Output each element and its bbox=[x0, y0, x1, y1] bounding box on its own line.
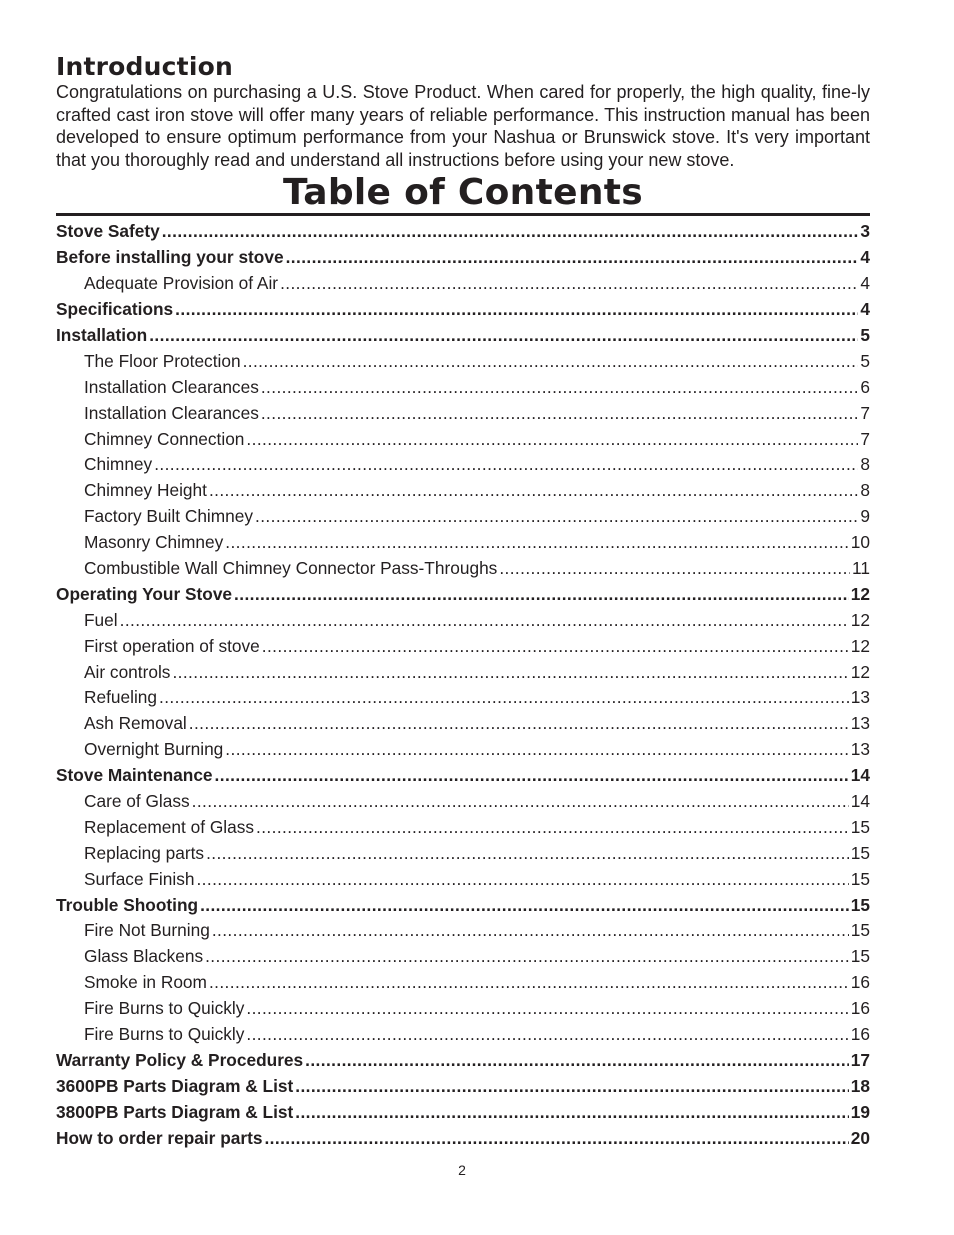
toc-section-entry[interactable] bbox=[56, 323, 870, 349]
introduction-paragraph: Congratulations on purchasing a U.S. Stove Product. When cared for properly, the high quality, fine-ly crafted cast iron stove will offer many years of reliable performance. This instruction manual has been developed to ensure optimum performance from your Nashua or Brunswick stove. It's very important that you thoroughly read and understand all instructions before using your new stove. bbox=[56, 82, 870, 170]
dot-leader bbox=[264, 1126, 848, 1152]
dot-leader bbox=[305, 1048, 849, 1074]
toc-entry-label: Care of Glass bbox=[84, 790, 190, 811]
dot-leader bbox=[295, 1074, 849, 1100]
dot-leader bbox=[246, 996, 848, 1022]
dot-leader bbox=[261, 375, 859, 401]
table-of-contents-list bbox=[56, 219, 870, 1151]
toc-entry-label: Factory Built Chimney bbox=[84, 506, 254, 527]
toc-entry-label: Chimney bbox=[84, 454, 153, 475]
toc-entry-label: Overnight Burning bbox=[84, 739, 224, 760]
toc-entry-label: Trouble Shooting bbox=[56, 894, 199, 915]
toc-entry-label: Operating Your Stove bbox=[56, 583, 233, 604]
dot-leader bbox=[215, 763, 849, 789]
toc-entry-label: Stove Safety bbox=[56, 221, 160, 242]
toc-entry-label: Installation Clearances bbox=[84, 402, 259, 423]
toc-entry-label: How to order repair parts bbox=[56, 1127, 263, 1148]
toc-entry-label: The Floor Protection bbox=[84, 350, 241, 371]
dot-leader bbox=[225, 530, 849, 556]
dot-leader bbox=[172, 660, 848, 686]
toc-entry-page-number: 19 bbox=[850, 1101, 870, 1122]
toc-section-entry[interactable] bbox=[56, 1048, 870, 1074]
toc-entry-page-number: 15 bbox=[850, 842, 870, 863]
toc-subsection-entry[interactable] bbox=[56, 660, 870, 686]
toc-entry-page-number: 5 bbox=[860, 324, 870, 345]
toc-subsection-entry[interactable] bbox=[56, 737, 870, 763]
toc-subsection-entry[interactable] bbox=[56, 841, 870, 867]
toc-entry-label: Combustible Wall Chimney Connector Pass-Throughs bbox=[84, 557, 498, 578]
dot-leader bbox=[499, 556, 850, 582]
toc-subsection-entry[interactable] bbox=[56, 375, 870, 401]
toc-entry-page-number: 7 bbox=[860, 428, 870, 449]
toc-subsection-entry[interactable] bbox=[56, 608, 870, 634]
toc-subsection-entry[interactable] bbox=[56, 815, 870, 841]
toc-entry-page-number: 12 bbox=[850, 635, 870, 656]
dot-leader bbox=[209, 478, 858, 504]
toc-entry-page-number: 3 bbox=[860, 221, 870, 242]
toc-subsection-entry[interactable] bbox=[56, 401, 870, 427]
toc-entry-page-number: 15 bbox=[850, 894, 870, 915]
toc-subsection-entry[interactable] bbox=[56, 970, 870, 996]
toc-entry-page-number: 20 bbox=[850, 1127, 870, 1148]
toc-entry-label: Adequate Provision of Air bbox=[84, 273, 279, 294]
toc-entry-label: Replacing parts bbox=[84, 842, 205, 863]
toc-entry-page-number: 4 bbox=[860, 273, 870, 294]
toc-entry-label: Replacement of Glass bbox=[84, 816, 255, 837]
dot-leader bbox=[234, 582, 849, 608]
toc-entry-page-number: 16 bbox=[850, 1023, 870, 1044]
toc-entry-label: Stove Maintenance bbox=[56, 765, 213, 786]
toc-section-entry[interactable] bbox=[56, 1126, 870, 1152]
toc-entry-page-number: 10 bbox=[850, 532, 870, 553]
dot-leader bbox=[261, 401, 859, 427]
toc-entry-page-number: 15 bbox=[850, 920, 870, 941]
dot-leader bbox=[189, 711, 849, 737]
toc-subsection-entry[interactable] bbox=[56, 271, 870, 297]
toc-subsection-entry[interactable] bbox=[56, 634, 870, 660]
toc-section-entry[interactable] bbox=[56, 219, 870, 245]
toc-entry-label: Ash Removal bbox=[84, 713, 187, 734]
toc-entry-page-number: 11 bbox=[852, 557, 870, 578]
toc-subsection-entry[interactable] bbox=[56, 427, 870, 453]
title-divider bbox=[56, 213, 870, 216]
toc-section-entry[interactable] bbox=[56, 893, 870, 919]
toc-entry-page-number: 14 bbox=[850, 765, 870, 786]
dot-leader bbox=[154, 452, 858, 478]
toc-subsection-entry[interactable] bbox=[56, 452, 870, 478]
dot-leader bbox=[243, 349, 859, 375]
dot-leader bbox=[225, 737, 848, 763]
dot-leader bbox=[159, 685, 849, 711]
toc-section-entry[interactable] bbox=[56, 1100, 870, 1126]
dot-leader bbox=[246, 1022, 848, 1048]
toc-entry-label: Masonry Chimney bbox=[84, 532, 224, 553]
toc-entry-page-number: 7 bbox=[860, 402, 870, 423]
toc-entry-label: Before installing your stove bbox=[56, 247, 284, 268]
dot-leader bbox=[255, 504, 858, 530]
dot-leader bbox=[192, 789, 849, 815]
toc-subsection-entry[interactable] bbox=[56, 556, 870, 582]
toc-entry-page-number: 8 bbox=[860, 480, 870, 501]
toc-section-entry[interactable] bbox=[56, 582, 870, 608]
dot-leader bbox=[246, 427, 858, 453]
toc-section-entry[interactable] bbox=[56, 245, 870, 271]
toc-entry-page-number: 13 bbox=[850, 687, 870, 708]
toc-subsection-entry[interactable] bbox=[56, 504, 870, 530]
toc-entry-label: Specifications bbox=[56, 299, 174, 320]
toc-subsection-entry[interactable] bbox=[56, 478, 870, 504]
toc-subsection-entry[interactable] bbox=[56, 996, 870, 1022]
toc-entry-page-number: 16 bbox=[850, 972, 870, 993]
toc-entry-label: Surface Finish bbox=[84, 868, 195, 889]
toc-section-entry[interactable] bbox=[56, 297, 870, 323]
toc-entry-page-number: 9 bbox=[860, 506, 870, 527]
toc-entry-page-number: 12 bbox=[850, 609, 870, 630]
table-of-contents-title: Table of Contents bbox=[283, 172, 643, 214]
toc-entry-page-number: 12 bbox=[850, 583, 870, 604]
toc-entry-label: Chimney Connection bbox=[84, 428, 245, 449]
dot-leader bbox=[256, 815, 849, 841]
toc-entry-page-number: 15 bbox=[850, 868, 870, 889]
toc-entry-page-number: 4 bbox=[860, 299, 870, 320]
toc-entry-page-number: 5 bbox=[860, 350, 870, 371]
page-number: 2 bbox=[458, 1162, 466, 1178]
dot-leader bbox=[286, 245, 859, 271]
toc-entry-label: Air controls bbox=[84, 661, 171, 682]
dot-leader bbox=[149, 323, 858, 349]
toc-entry-label: Fire Not Burning bbox=[84, 920, 210, 941]
toc-entry-label: Warranty Policy & Procedures bbox=[56, 1049, 304, 1070]
toc-entry-label: First operation of stove bbox=[84, 635, 260, 656]
toc-entry-label: Chimney Height bbox=[84, 480, 207, 501]
toc-entry-label: Smoke in Room bbox=[84, 972, 207, 993]
dot-leader bbox=[196, 867, 848, 893]
toc-subsection-entry[interactable] bbox=[56, 867, 870, 893]
dot-leader bbox=[120, 608, 849, 634]
toc-entry-page-number: 12 bbox=[850, 661, 870, 682]
toc-subsection-entry[interactable] bbox=[56, 711, 870, 737]
toc-subsection-entry[interactable] bbox=[56, 349, 870, 375]
toc-subsection-entry[interactable] bbox=[56, 789, 870, 815]
toc-entry-page-number: 8 bbox=[860, 454, 870, 475]
toc-entry-label: Refueling bbox=[84, 687, 158, 708]
toc-subsection-entry[interactable] bbox=[56, 918, 870, 944]
toc-entry-page-number: 4 bbox=[860, 247, 870, 268]
toc-entry-page-number: 6 bbox=[860, 376, 870, 397]
toc-entry-label: Fire Burns to Quickly bbox=[84, 998, 245, 1019]
dot-leader bbox=[212, 918, 849, 944]
toc-entry-label: 3600PB Parts Diagram & List bbox=[56, 1075, 294, 1096]
document-page bbox=[56, 52, 870, 1151]
toc-entry-label: 3800PB Parts Diagram & List bbox=[56, 1101, 294, 1122]
toc-entry-page-number: 17 bbox=[850, 1049, 870, 1070]
dot-leader bbox=[175, 297, 858, 323]
dot-leader bbox=[200, 893, 849, 919]
toc-entry-label: Glass Blackens bbox=[84, 946, 204, 967]
dot-leader bbox=[209, 970, 849, 996]
toc-entry-label: Fuel bbox=[84, 609, 118, 630]
toc-section-entry[interactable] bbox=[56, 763, 870, 789]
dot-leader bbox=[262, 634, 849, 660]
introduction-heading: Introduction bbox=[56, 52, 233, 81]
toc-section-entry[interactable] bbox=[56, 1074, 870, 1100]
toc-entry-label: Fire Burns to Quickly bbox=[84, 1023, 245, 1044]
toc-entry-label: Installation Clearances bbox=[84, 376, 259, 397]
toc-entry-label: Installation bbox=[56, 324, 148, 345]
toc-subsection-entry[interactable] bbox=[56, 1022, 870, 1048]
toc-entry-page-number: 14 bbox=[850, 790, 870, 811]
toc-subsection-entry[interactable] bbox=[56, 944, 870, 970]
dot-leader bbox=[280, 271, 858, 297]
toc-entry-page-number: 16 bbox=[850, 998, 870, 1019]
toc-subsection-entry[interactable] bbox=[56, 530, 870, 556]
toc-entry-page-number: 13 bbox=[850, 713, 870, 734]
dot-leader bbox=[206, 841, 849, 867]
toc-entry-page-number: 15 bbox=[850, 946, 870, 967]
dot-leader bbox=[162, 219, 859, 245]
dot-leader bbox=[295, 1100, 849, 1126]
toc-entry-page-number: 13 bbox=[850, 739, 870, 760]
toc-entry-page-number: 15 bbox=[850, 816, 870, 837]
toc-subsection-entry[interactable] bbox=[56, 685, 870, 711]
toc-entry-page-number: 18 bbox=[850, 1075, 870, 1096]
dot-leader bbox=[205, 944, 849, 970]
